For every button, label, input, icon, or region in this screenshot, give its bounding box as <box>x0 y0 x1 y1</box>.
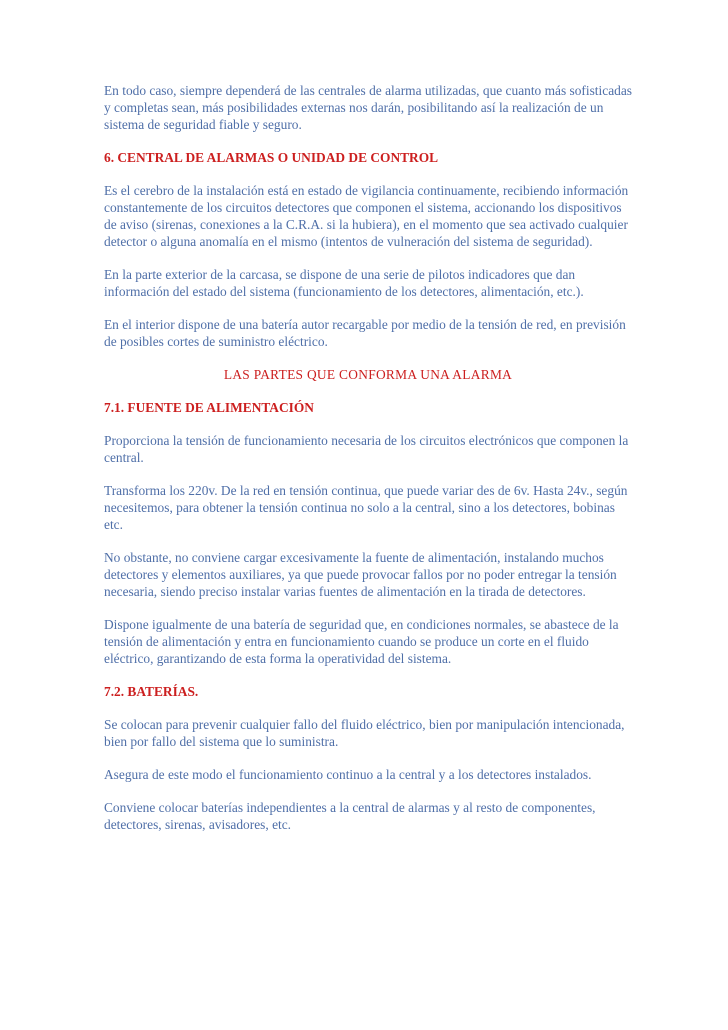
section-7-1-paragraph-4: Dispone igualmente de una batería de seguridad que, en condiciones normales, se abastece de la tensión de alimentación y entra en funcionamiento cuando se produce un corte en el fluido eléctrico, garantizando de esta forma la operatividad del sistema. <box>104 617 619 666</box>
section-6-paragraph-1: Es el cerebro de la instalación está en estado de vigilancia continuamente, recibiendo información constantemente de los circuitos detectores que componen el sistema, accionando los dispositivos de aviso (sirenas, conexiones a la C.R.A. si la hubiera), en el momento que sea activado cualquier detector o alguna anomalía en el mismo (intentos de vulneración del sistema de seguridad). <box>104 183 629 249</box>
parts-title: LAS PARTES QUE CONFORMA UNA ALARMA <box>223 367 513 382</box>
section-7-2-paragraph-3: Conviene colocar baterías independientes a la central de alarmas y al resto de componentes, detectores, sirenas, avisadores, etc. <box>104 800 596 832</box>
section-7-1-paragraph-3: No obstante, no conviene cargar excesivamente la fuente de alimentación, instalando muchos detectores y elementos auxiliares, ya que puede provocar fallos por no poder entregar la tensión necesaria, siendo preciso instalar varias fuentes de alimentación en la tirada de detectores. <box>104 550 617 599</box>
section-6-heading: 6. CENTRAL DE ALARMAS O UNIDAD DE CONTROL <box>104 150 439 165</box>
document-page <box>104 82 632 849</box>
section-7-2-heading: 7.2. BATERÍAS. <box>104 684 199 699</box>
intro-paragraph: En todo caso, siempre dependerá de las centrales de alarma utilizadas, que cuanto más sofisticadas y completas sean, más posibilidades externas nos darán, posibilitando así la realización de un sistema de seguridad fiable y seguro. <box>104 83 632 132</box>
section-6-paragraph-3: En el interior dispone de una batería autor recargable por medio de la tensión de red, en previsión de posibles cortes de suministro eléctrico. <box>104 317 626 349</box>
section-7-2-paragraph-2: Asegura de este modo el funcionamiento continuo a la central y a los detectores instalados. <box>104 767 592 782</box>
section-6-paragraph-2: En la parte exterior de la carcasa, se dispone de una serie de pilotos indicadores que dan información del estado del sistema (funcionamiento de los detectores, alimentación, etc.). <box>104 267 584 299</box>
section-7-1-heading: 7.1. FUENTE DE ALIMENTACIÓN <box>104 400 314 415</box>
section-7-2-paragraph-1: Se colocan para prevenir cualquier fallo del fluido eléctrico, bien por manipulación intencionada, bien por fallo del sistema que lo suministra. <box>104 717 625 749</box>
section-7-1-paragraph-2: Transforma los 220v. De la red en tensión continua, que puede variar des de 6v. Hasta 24v., según necesitemos, para obtener la tensión continua no solo a la central, sino a los detectores, bobinas etc. <box>104 483 628 532</box>
section-7-1-paragraph-1: Proporciona la tensión de funcionamiento necesaria de los circuitos electrónicos que componen la central. <box>104 433 629 465</box>
